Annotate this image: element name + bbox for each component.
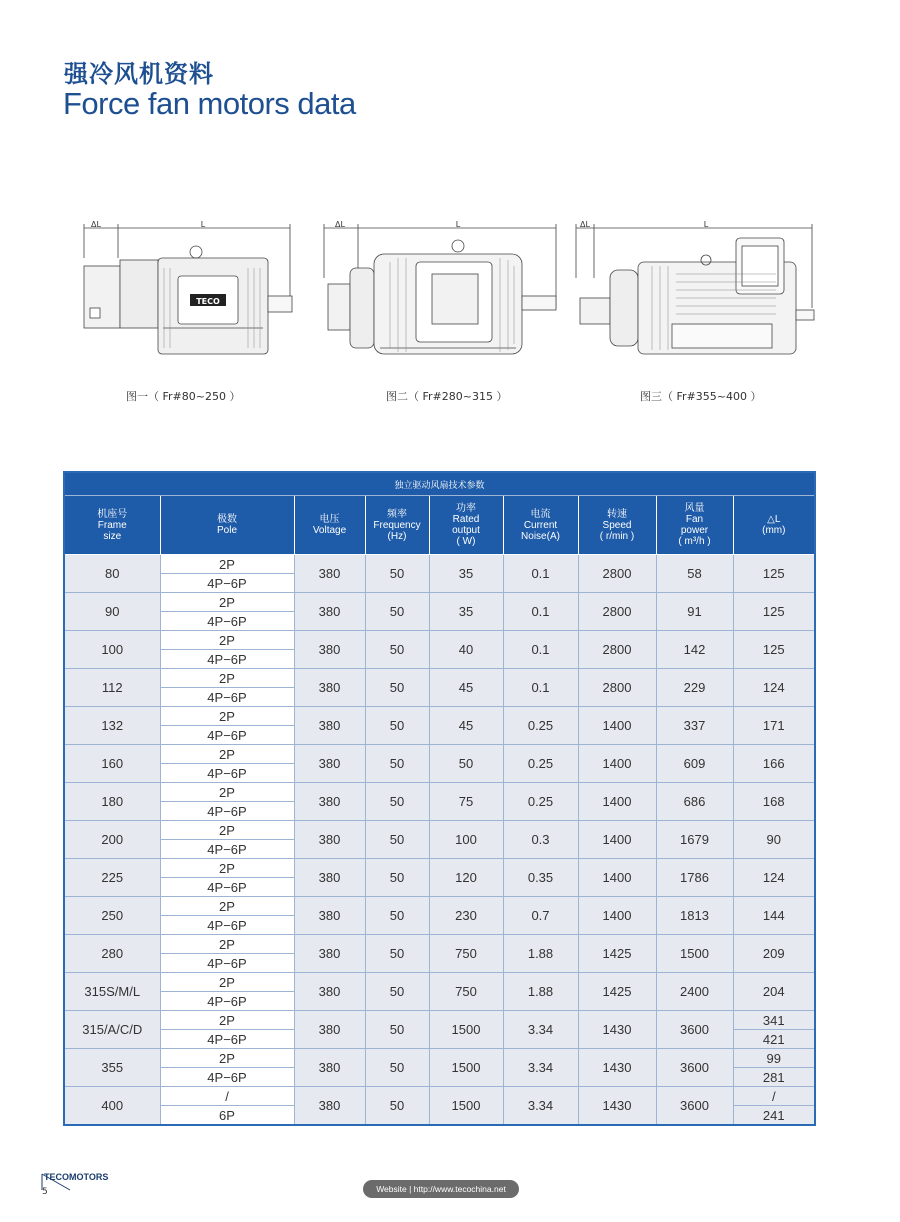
header-line: 风量 (684, 503, 705, 514)
header-voltage (294, 496, 365, 555)
pole-cell: 4P−6P (160, 612, 294, 631)
pole-cell: 2P (160, 555, 294, 574)
table-row (64, 745, 815, 764)
delta-l-cell: 241 (733, 1106, 815, 1126)
header-rated-output (429, 496, 503, 555)
pole-cell: 4P−6P (160, 650, 294, 669)
rated-output-cell: 40 (429, 631, 503, 669)
dim-delta-l: ΔL (335, 220, 345, 229)
frequency-cell: 50 (365, 555, 429, 593)
rated-output-cell: 75 (429, 783, 503, 821)
pole-cell: 2P (160, 1011, 294, 1030)
table-body (64, 555, 815, 1126)
delta-l-cell: 341 (733, 1011, 815, 1030)
speed-cell: 1400 (578, 859, 656, 897)
motor-drawing-fig1 (78, 218, 296, 368)
voltage-cell: 380 (294, 631, 365, 669)
pole-cell: 2P (160, 593, 294, 612)
header-line: (mm) (762, 525, 786, 536)
delta-l-cell: 125 (733, 631, 815, 669)
current-cell: 0.3 (503, 821, 578, 859)
current-cell: 0.1 (503, 669, 578, 707)
pole-cell: 2P (160, 935, 294, 954)
header-line: Fan (685, 514, 704, 525)
pole-cell: 4P−6P (160, 1068, 294, 1087)
current-cell: 1.88 (503, 973, 578, 1011)
delta-l-cell: 421 (733, 1030, 815, 1049)
frame-cell: 112 (64, 669, 160, 707)
figure-caption-1: 图一（ Fr#80~250 ） (126, 390, 241, 403)
pole-cell: 4P−6P (160, 916, 294, 935)
voltage-cell: 380 (294, 669, 365, 707)
voltage-cell: 380 (294, 897, 365, 935)
header-line: 电压 (319, 514, 340, 525)
pole-cell: 4P−6P (160, 840, 294, 859)
speed-cell: 1425 (578, 935, 656, 973)
speed-cell: 1430 (578, 1087, 656, 1126)
voltage-cell: 380 (294, 973, 365, 1011)
table-row (64, 707, 815, 726)
rated-output-cell: 45 (429, 669, 503, 707)
header-line: 功率 (456, 503, 476, 514)
speed-cell: 1400 (578, 821, 656, 859)
current-cell: 0.25 (503, 783, 578, 821)
rated-output-cell: 120 (429, 859, 503, 897)
pole-cell: 2P (160, 1049, 294, 1068)
fan-power-cell: 1786 (656, 859, 733, 897)
voltage-cell: 380 (294, 783, 365, 821)
pole-cell: 2P (160, 707, 294, 726)
speed-cell: 2800 (578, 631, 656, 669)
delta-l-cell: 281 (733, 1068, 815, 1087)
frequency-cell: 50 (365, 935, 429, 973)
frame-cell: 225 (64, 859, 160, 897)
voltage-cell: 380 (294, 1011, 365, 1049)
fan-power-cell: 91 (656, 593, 733, 631)
speed-cell: 2800 (578, 593, 656, 631)
voltage-cell: 380 (294, 707, 365, 745)
speed-cell: 2800 (578, 669, 656, 707)
frequency-cell: 50 (365, 973, 429, 1011)
current-cell: 0.1 (503, 593, 578, 631)
frequency-cell: 50 (365, 593, 429, 631)
table-row (64, 1087, 815, 1106)
current-cell: 0.25 (503, 745, 578, 783)
rated-output-cell: 100 (429, 821, 503, 859)
table-row (64, 821, 815, 840)
table-row (64, 783, 815, 802)
header-fan-power (656, 496, 733, 555)
header-frequency (365, 496, 429, 555)
delta-l-cell: 125 (733, 593, 815, 631)
website-link[interactable]: Website | http://www.tecochina.net (363, 1180, 519, 1198)
fan-power-cell: 3600 (656, 1011, 733, 1049)
header-line: Voltage (312, 525, 347, 536)
delta-l-cell: 168 (733, 783, 815, 821)
pole-cell: 4P−6P (160, 764, 294, 783)
table-row (64, 1011, 815, 1030)
fan-power-cell: 1679 (656, 821, 733, 859)
header-line: Frequency (373, 519, 421, 531)
rated-output-cell: 1500 (429, 1011, 503, 1049)
frame-cell: 400 (64, 1087, 160, 1126)
page-title-cn: 强冷风机资料 (64, 60, 214, 88)
frequency-cell: 50 (365, 707, 429, 745)
delta-l-cell: / (733, 1087, 815, 1106)
figure-caption-2: 图二（ Fr#280~315 ） (386, 390, 508, 403)
fan-power-cell: 2400 (656, 973, 733, 1011)
frequency-cell: 50 (365, 859, 429, 897)
frequency-cell: 50 (365, 897, 429, 935)
speed-cell: 1400 (578, 707, 656, 745)
frequency-cell: 50 (365, 1011, 429, 1049)
speed-cell: 2800 (578, 555, 656, 593)
header-line: ( r/min ) (599, 530, 635, 542)
rated-output-cell: 750 (429, 973, 503, 1011)
pole-cell: 2P (160, 631, 294, 650)
motor-drawing-fig3 (572, 218, 816, 368)
header-line: power (680, 525, 709, 536)
current-cell: 0.1 (503, 631, 578, 669)
frame-cell: 180 (64, 783, 160, 821)
pole-cell: 4P−6P (160, 726, 294, 745)
brand-logo: TECOMOTORS (44, 1172, 109, 1182)
voltage-cell: 380 (294, 1049, 365, 1087)
frame-cell: 315/A/C/D (64, 1011, 160, 1049)
delta-l-cell: 125 (733, 555, 815, 593)
header-line: Current (523, 519, 558, 531)
delta-l-cell: 171 (733, 707, 815, 745)
rated-output-cell: 230 (429, 897, 503, 935)
header-line: ( W) (456, 536, 476, 547)
pole-cell: 2P (160, 669, 294, 688)
header-line: ( m³/h ) (678, 536, 711, 547)
delta-l-cell: 90 (733, 821, 815, 859)
frame-cell: 315S/M/L (64, 973, 160, 1011)
frequency-cell: 50 (365, 821, 429, 859)
header-line: 电流 (530, 508, 551, 520)
fan-power-cell: 3600 (656, 1049, 733, 1087)
table-row (64, 897, 815, 916)
current-cell: 0.25 (503, 707, 578, 745)
pole-cell: 2P (160, 859, 294, 878)
fan-power-cell: 58 (656, 555, 733, 593)
current-cell: 0.7 (503, 897, 578, 935)
frequency-cell: 50 (365, 745, 429, 783)
figure-caption-3: 图三（ Fr#355~400 ） (640, 390, 762, 403)
header-line: Frame (97, 519, 127, 531)
fan-power-cell: 686 (656, 783, 733, 821)
rated-output-cell: 50 (429, 745, 503, 783)
delta-l-cell: 209 (733, 935, 815, 973)
fan-power-cell: 3600 (656, 1087, 733, 1126)
frame-cell: 200 (64, 821, 160, 859)
frame-cell: 355 (64, 1049, 160, 1087)
table-row (64, 973, 815, 992)
header-frame (64, 496, 160, 555)
speed-cell: 1430 (578, 1049, 656, 1087)
header-line: 频率 (387, 508, 407, 520)
dim-l: L (703, 220, 709, 229)
frequency-cell: 50 (365, 631, 429, 669)
fan-power-cell: 229 (656, 669, 733, 707)
teco-logo: TECO (196, 297, 220, 306)
header-line: Rated (452, 514, 480, 525)
dim-l: L (455, 220, 461, 229)
pole-cell: 4P−6P (160, 688, 294, 707)
frame-cell: 90 (64, 593, 160, 631)
pole-cell: 4P−6P (160, 574, 294, 593)
delta-l-cell: 166 (733, 745, 815, 783)
header-line: 机座号 (97, 508, 128, 520)
page-title-en: Force fan motors data (63, 86, 356, 121)
pole-cell: 4P−6P (160, 802, 294, 821)
pole-cell: 4P−6P (160, 1030, 294, 1049)
table-row (64, 593, 815, 612)
speed-cell: 1425 (578, 973, 656, 1011)
header-line: Speed (602, 519, 632, 531)
frame-cell: 80 (64, 555, 160, 593)
frequency-cell: 50 (365, 669, 429, 707)
frame-cell: 250 (64, 897, 160, 935)
frame-cell: 280 (64, 935, 160, 973)
table-row (64, 631, 815, 650)
table-header-row (64, 496, 815, 555)
rated-output-cell: 1500 (429, 1087, 503, 1126)
header-pole (160, 496, 294, 555)
speed-cell: 1400 (578, 783, 656, 821)
table-row (64, 555, 815, 574)
pole-cell: 2P (160, 783, 294, 802)
fan-power-cell: 142 (656, 631, 733, 669)
header-line: output (452, 525, 480, 536)
header-line: 转速 (607, 508, 627, 520)
pole-cell: 6P (160, 1106, 294, 1126)
motor-drawing-fig2 (320, 218, 560, 368)
header-line: △L (767, 514, 781, 525)
table-row (64, 935, 815, 954)
fan-power-cell: 609 (656, 745, 733, 783)
pole-cell: 2P (160, 821, 294, 840)
header-current (503, 496, 578, 555)
rated-output-cell: 35 (429, 593, 503, 631)
delta-l-cell: 204 (733, 973, 815, 1011)
pole-cell: 4P−6P (160, 992, 294, 1011)
header-line: Pole (216, 525, 237, 536)
voltage-cell: 380 (294, 1087, 365, 1126)
rated-output-cell: 35 (429, 555, 503, 593)
header-delta-l (733, 496, 815, 555)
voltage-cell: 380 (294, 593, 365, 631)
frame-cell: 100 (64, 631, 160, 669)
delta-l-cell: 124 (733, 859, 815, 897)
rated-output-cell: 1500 (429, 1049, 503, 1087)
current-cell: 1.88 (503, 935, 578, 973)
delta-l-cell: 99 (733, 1049, 815, 1068)
fan-spec-table (63, 471, 816, 1126)
current-cell: 3.34 (503, 1049, 578, 1087)
current-cell: 3.34 (503, 1011, 578, 1049)
pole-cell: 4P−6P (160, 954, 294, 973)
speed-cell: 1400 (578, 745, 656, 783)
fan-power-cell: 1813 (656, 897, 733, 935)
delta-l-cell: 124 (733, 669, 815, 707)
fan-power-cell: 337 (656, 707, 733, 745)
rated-output-cell: 750 (429, 935, 503, 973)
frequency-cell: 50 (365, 1087, 429, 1126)
voltage-cell: 380 (294, 821, 365, 859)
frame-cell: 160 (64, 745, 160, 783)
header-line: (Hz) (387, 530, 407, 542)
table-row (64, 1049, 815, 1068)
frame-cell: 132 (64, 707, 160, 745)
header-line: size (103, 530, 122, 542)
fan-power-cell: 1500 (656, 935, 733, 973)
table-row (64, 859, 815, 878)
pole-cell: 2P (160, 897, 294, 916)
table-row (64, 669, 815, 688)
pole-cell: 2P (160, 745, 294, 764)
rated-output-cell: 45 (429, 707, 503, 745)
dim-delta-l: ΔL (580, 220, 590, 229)
page-number: 5 (42, 1187, 48, 1197)
table-caption: 独立驱动风扇技术参数 (64, 472, 815, 496)
pole-cell: 4P−6P (160, 878, 294, 897)
frequency-cell: 50 (365, 1049, 429, 1087)
pole-cell: / (160, 1087, 294, 1106)
voltage-cell: 380 (294, 859, 365, 897)
speed-cell: 1400 (578, 897, 656, 935)
frequency-cell: 50 (365, 783, 429, 821)
delta-l-cell: 144 (733, 897, 815, 935)
voltage-cell: 380 (294, 935, 365, 973)
voltage-cell: 380 (294, 555, 365, 593)
current-cell: 0.1 (503, 555, 578, 593)
speed-cell: 1430 (578, 1011, 656, 1049)
header-line: 极数 (217, 514, 237, 525)
header-speed (578, 496, 656, 555)
voltage-cell: 380 (294, 745, 365, 783)
pole-cell: 2P (160, 973, 294, 992)
header-line: Noise(A) (521, 530, 560, 542)
dim-l: L (200, 220, 206, 229)
current-cell: 3.34 (503, 1087, 578, 1126)
dim-delta-l: ΔL (91, 220, 101, 229)
current-cell: 0.35 (503, 859, 578, 897)
